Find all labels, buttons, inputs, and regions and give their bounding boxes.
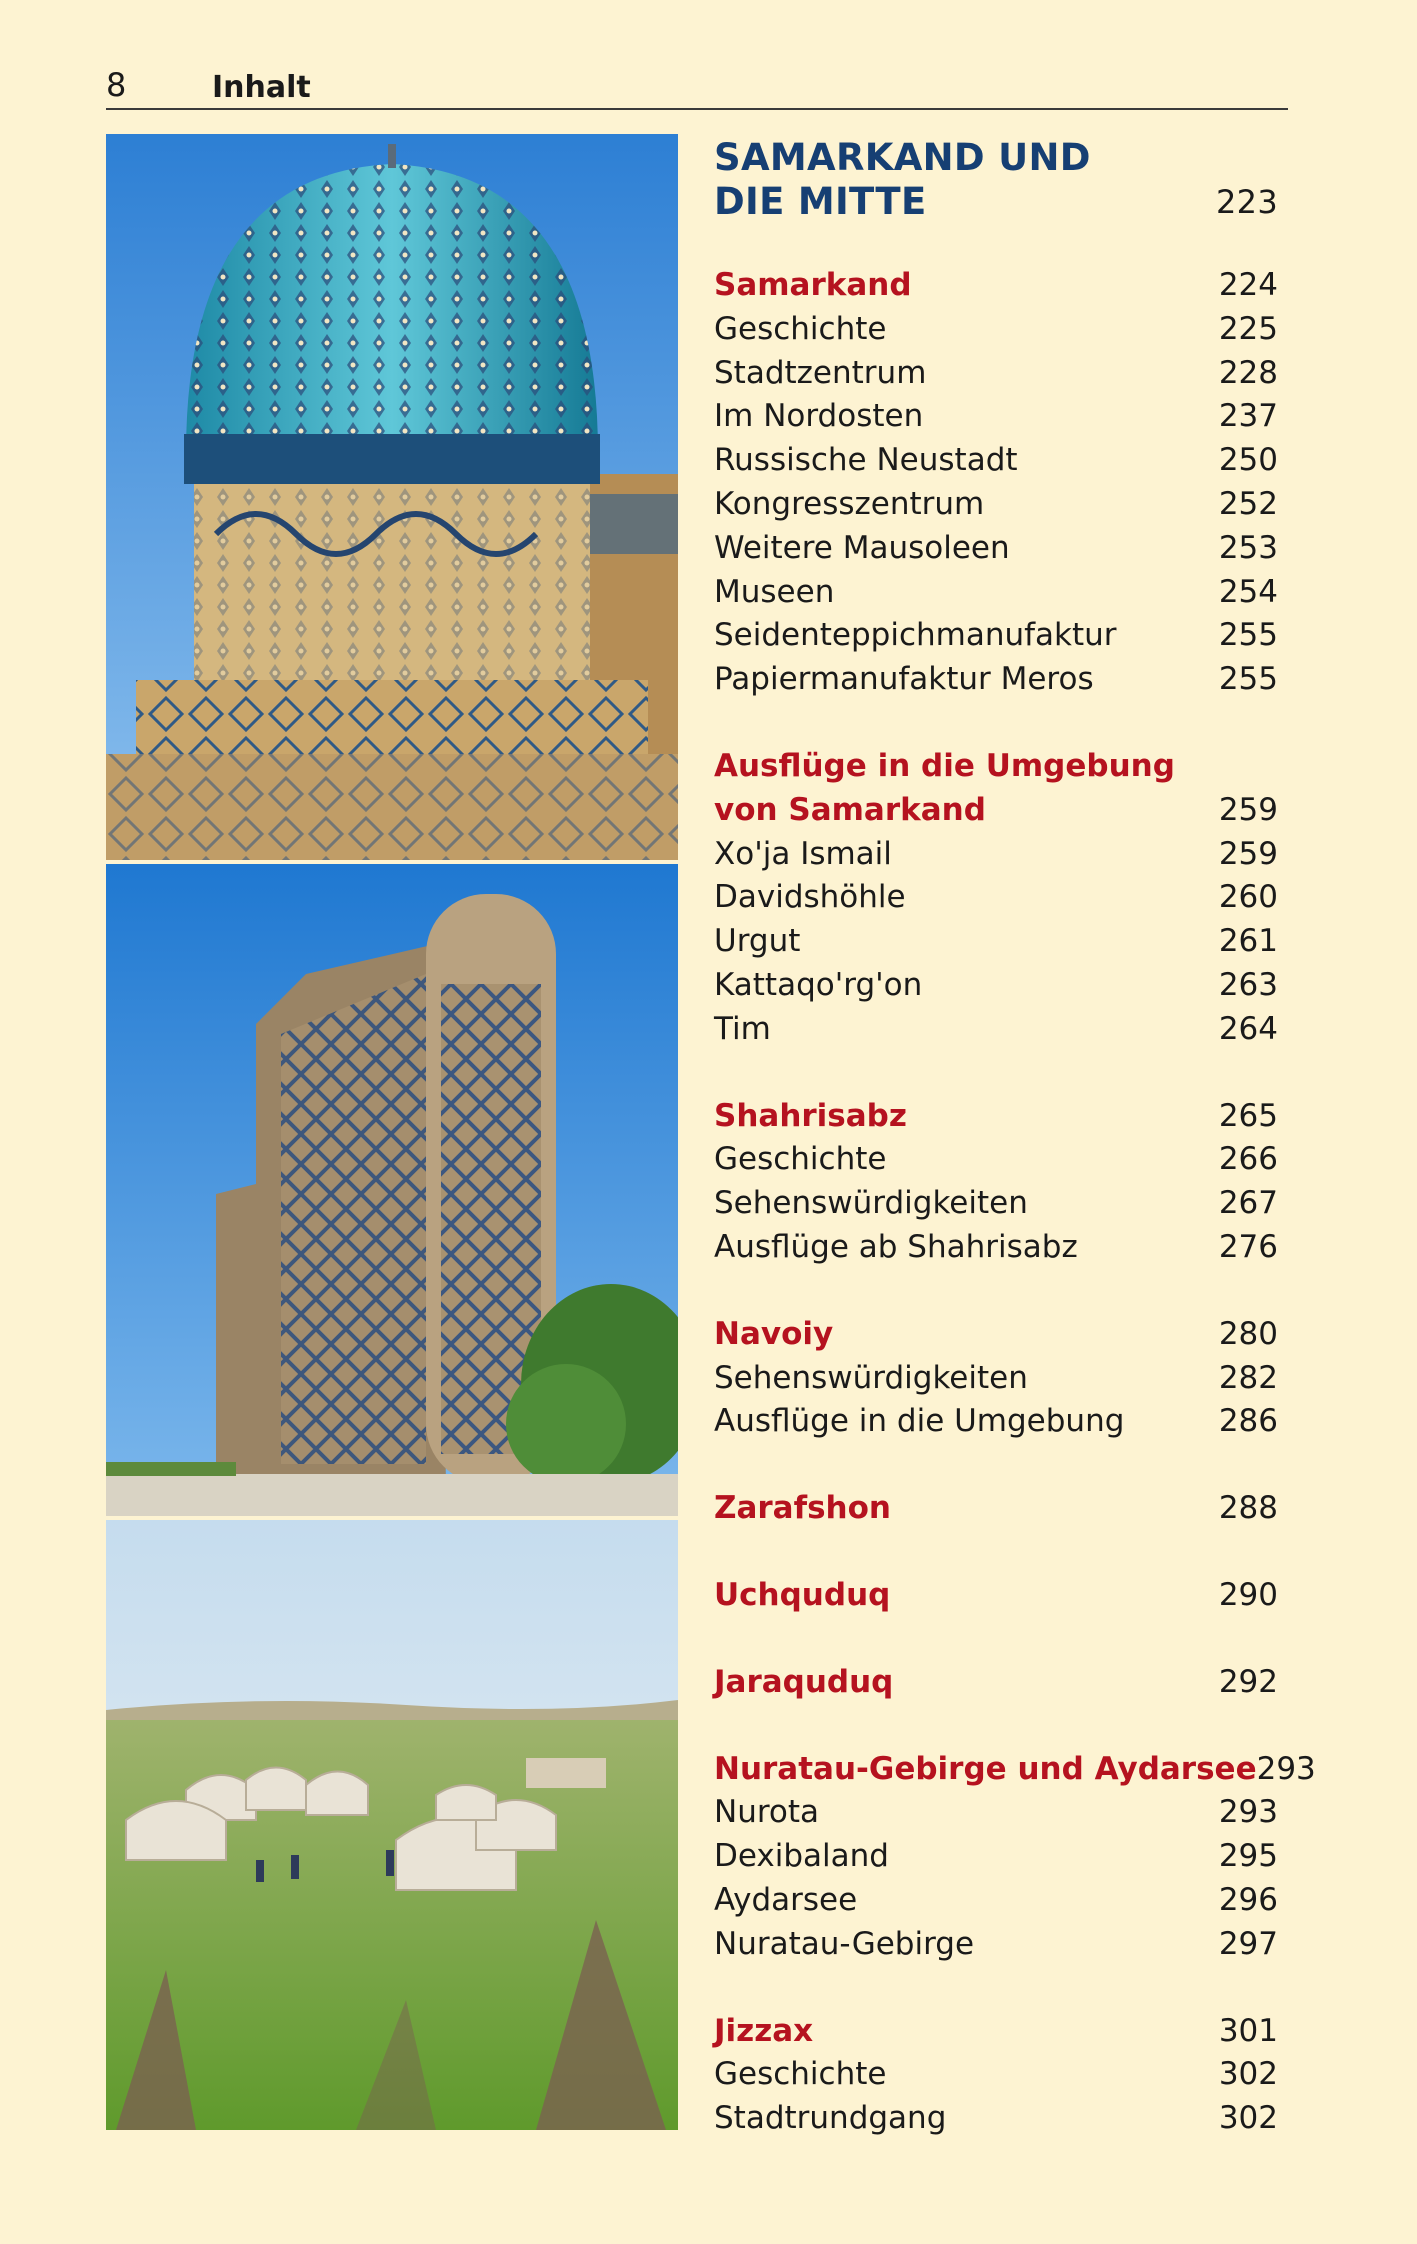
chapter-title — [714, 136, 1278, 224]
toc-entry-label: Nurota — [714, 1794, 820, 1831]
yurt-icon — [106, 1520, 678, 2130]
yurt-camp-photo — [106, 1520, 678, 2130]
toc-section — [714, 745, 1278, 1052]
section-title: von Samarkand — [714, 791, 986, 828]
toc-entry[interactable] — [714, 439, 1278, 483]
section-title: Nuratau-Gebirge und Aydarsee — [714, 1750, 1257, 1787]
toc-section-heading[interactable] — [714, 1574, 1278, 1618]
toc-entry-page: 302 — [1218, 2056, 1278, 2093]
header-title: Inhalt — [212, 70, 311, 105]
toc-entry-page: 253 — [1218, 529, 1278, 566]
blue-dome-icon — [106, 134, 678, 860]
section-page: 301 — [1218, 2012, 1278, 2049]
chapter-title-line2: DIE MITTE — [714, 180, 927, 223]
toc-entry-label: Xo'ja Ismail — [714, 835, 892, 872]
toc-entry[interactable] — [714, 527, 1278, 571]
toc-entry[interactable] — [714, 920, 1278, 964]
toc-entry-label: Ausflüge ab Shahrisabz — [714, 1228, 1078, 1265]
toc-entry-label: Geschichte — [714, 2056, 887, 2093]
toc-entry[interactable] — [714, 1008, 1278, 1052]
toc-entry-page: 264 — [1218, 1010, 1278, 1047]
toc-entry-label: Weitere Mausoleen — [714, 529, 1010, 566]
section-page: 290 — [1218, 1576, 1278, 1613]
toc-section-heading[interactable] — [714, 264, 1278, 308]
photo-column — [106, 134, 678, 2130]
toc-entry-page: 254 — [1218, 573, 1278, 610]
toc-section — [714, 1487, 1278, 1531]
toc-entry[interactable] — [714, 658, 1278, 702]
toc-section-heading[interactable] — [714, 1487, 1278, 1531]
section-title: Jizzax — [714, 2012, 814, 2049]
toc-entry-page: 295 — [1218, 1838, 1278, 1875]
section-page: 280 — [1218, 1315, 1278, 1352]
toc-section — [714, 264, 1278, 702]
toc-entry[interactable] — [714, 308, 1278, 352]
toc-entry-label: Geschichte — [714, 310, 887, 347]
section-page: 292 — [1218, 1663, 1278, 1700]
toc-section — [714, 1313, 1278, 1444]
toc-entry[interactable] — [714, 1879, 1278, 1923]
toc-entry-label: Kongresszentrum — [714, 485, 985, 522]
toc-section-heading[interactable] — [714, 1748, 1316, 1792]
toc-entry-page: 286 — [1218, 1403, 1278, 1440]
toc-entry-page: 228 — [1218, 354, 1278, 391]
toc-entry-label: Davidshöhle — [714, 879, 906, 916]
toc-entry-page: 237 — [1218, 398, 1278, 435]
section-page: 288 — [1218, 1490, 1278, 1527]
toc-section — [714, 1661, 1278, 1705]
toc-entry-page: 259 — [1218, 835, 1278, 872]
toc-entry-page: 266 — [1218, 1141, 1278, 1178]
toc-entry-label: Seidenteppichmanufaktur — [714, 617, 1117, 654]
toc-section — [714, 2010, 1278, 2141]
toc-entry-label: Im Nordosten — [714, 398, 924, 435]
toc-section — [714, 1748, 1316, 1967]
toc-entry-page: 296 — [1218, 1881, 1278, 1918]
toc-entry-page: 250 — [1218, 442, 1278, 479]
toc-entry[interactable] — [714, 571, 1278, 615]
toc-entry-label: Stadtzentrum — [714, 354, 927, 391]
toc-sections — [714, 264, 1316, 2141]
section-title: Shahrisabz — [714, 1097, 907, 1134]
toc-entry-label: Geschichte — [714, 1141, 887, 1178]
toc-entry-label: Papiermanufaktur Meros — [714, 661, 1094, 698]
toc-entry-page: 297 — [1218, 1925, 1278, 1962]
ruin-portal-icon — [106, 864, 678, 1516]
section-title: Zarafshon — [714, 1490, 891, 1527]
toc-section-heading[interactable] — [714, 789, 1278, 833]
toc-section — [714, 1095, 1278, 1270]
toc-section-heading[interactable] — [714, 1313, 1278, 1357]
toc-entry[interactable] — [714, 614, 1278, 658]
toc-entry-page: 302 — [1218, 2100, 1278, 2137]
toc-entry-page: 225 — [1218, 310, 1278, 347]
toc-entry-page: 255 — [1218, 661, 1278, 698]
toc-entry-label: Stadtrundgang — [714, 2100, 947, 2137]
chapter-page: 223 — [1216, 183, 1278, 221]
section-title: Uchquduq — [714, 1576, 891, 1613]
toc-entry-label: Russische Neustadt — [714, 442, 1018, 479]
toc-entry[interactable] — [714, 964, 1278, 1008]
toc-entry[interactable] — [714, 1835, 1278, 1879]
section-page: 265 — [1218, 1097, 1278, 1134]
toc-entry[interactable] — [714, 2053, 1278, 2097]
section-title-line1: Ausflüge in die Umgebung — [714, 747, 1175, 784]
toc-entry-label: Sehenswürdigkeiten — [714, 1359, 1028, 1396]
toc-entry[interactable] — [714, 876, 1278, 920]
toc-entry[interactable] — [714, 1400, 1278, 1444]
toc-entry-page: 267 — [1218, 1185, 1278, 1222]
dome-mosque-photo — [106, 134, 678, 860]
page-header — [106, 62, 1288, 110]
toc-entry-label: Urgut — [714, 923, 801, 960]
page-number: 8 — [106, 66, 127, 104]
toc-entry-page: 293 — [1218, 1794, 1278, 1831]
toc-entry[interactable] — [714, 1923, 1278, 1967]
toc-entry[interactable] — [714, 483, 1278, 527]
toc-entry-page: 261 — [1218, 923, 1278, 960]
toc-entry-page: 282 — [1218, 1359, 1278, 1396]
toc-entry-label: Kattaqo'rg'on — [714, 966, 923, 1003]
toc-entry-page: 263 — [1218, 966, 1278, 1003]
toc-entry-label: Tim — [714, 1010, 771, 1047]
toc-section-heading-line1 — [714, 745, 1278, 789]
toc-entry-page: 255 — [1218, 617, 1278, 654]
toc-entry[interactable] — [714, 395, 1278, 439]
toc-entry[interactable] — [714, 833, 1278, 877]
toc-entry-page: 260 — [1218, 879, 1278, 916]
ruined-portal-photo — [106, 864, 678, 1516]
toc-entry[interactable] — [714, 1182, 1278, 1226]
toc-section-heading[interactable] — [714, 1095, 1278, 1139]
section-title: Navoiy — [714, 1315, 834, 1352]
toc-entry[interactable] — [714, 352, 1278, 396]
toc-entry[interactable] — [714, 1791, 1278, 1835]
toc-entry-label: Sehenswürdigkeiten — [714, 1185, 1028, 1222]
toc-section-heading[interactable] — [714, 2010, 1278, 2054]
section-page: 293 — [1256, 1750, 1316, 1787]
toc-entry-label: Ausflüge in die Umgebung — [714, 1403, 1125, 1440]
toc-entry-label: Museen — [714, 573, 835, 610]
toc-entry[interactable] — [714, 1138, 1278, 1182]
section-title: Jaraquduq — [714, 1663, 894, 1700]
chapter-title-line1: SAMARKAND UND — [714, 136, 1091, 179]
toc-section — [714, 1574, 1278, 1618]
toc-entry[interactable] — [714, 2097, 1278, 2141]
section-title: Samarkand — [714, 267, 912, 303]
toc-entry-page: 252 — [1218, 485, 1278, 522]
section-page: 259 — [1218, 791, 1278, 828]
table-of-contents — [714, 136, 1316, 2141]
toc-entry-label: Aydarsee — [714, 1881, 858, 1918]
toc-entry-page: 276 — [1218, 1228, 1278, 1265]
toc-entry[interactable] — [714, 1357, 1278, 1401]
toc-entry-label: Nuratau-Gebirge — [714, 1925, 975, 1962]
toc-entry-label: Dexibaland — [714, 1838, 889, 1875]
toc-entry[interactable] — [714, 1226, 1278, 1270]
toc-section-heading[interactable] — [714, 1661, 1278, 1705]
section-page: 224 — [1218, 267, 1278, 303]
